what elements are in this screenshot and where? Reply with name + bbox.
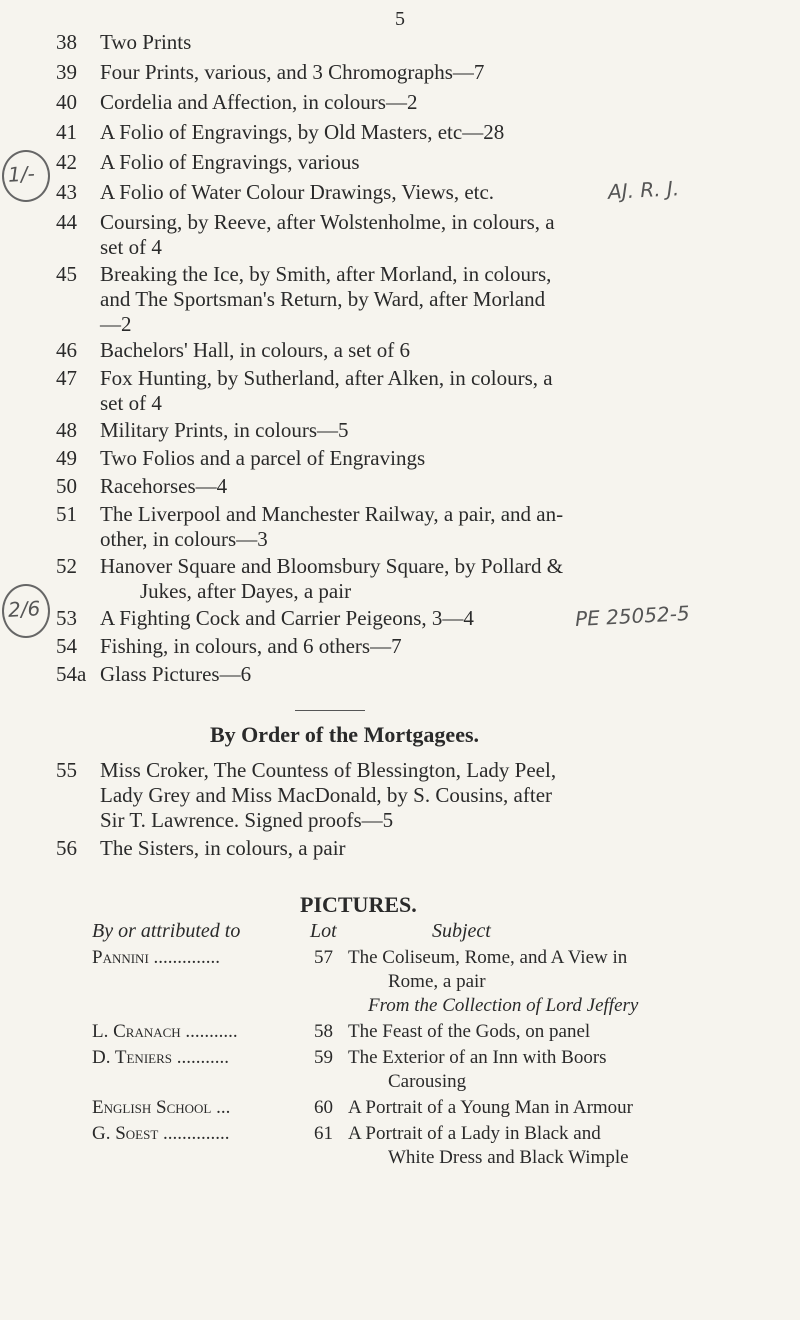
- lot-51: 51 The Liverpool and Manchester Railway, a pair, and an- other, in colours—3: [56, 502, 564, 551]
- lot-48: 48 Military Prints, in colours—5: [56, 418, 349, 442]
- price-mark-53: 2/6: [7, 596, 41, 622]
- lot-45: 45 Breaking the Ice, by Smith, after Morland, in colours, and The Sportsman's Return, by Ward, after Morland —2: [56, 262, 552, 336]
- lot-number: 60: [314, 1097, 333, 1118]
- column-header-lot: Lot: [310, 920, 337, 942]
- lot-47: 47 Fox Hunting, by Sutherland, after Alken, in colours, a set of 4: [56, 366, 553, 415]
- lot-53: 53 A Fighting Cock and Carrier Peigeons, 3—4: [56, 606, 474, 630]
- artist-name: D. Teniers ...........: [92, 1047, 229, 1068]
- lot-number: 61: [314, 1123, 333, 1144]
- artist-name: Pannini ..............: [92, 947, 221, 968]
- subject: The Exterior of an Inn with Boors Carousing: [348, 1047, 607, 1092]
- lot-49: 49 Two Folios and a parcel of Engravings: [56, 446, 426, 470]
- lot-54: 54 Fishing, in colours, and 6 others—7: [56, 634, 402, 658]
- subject: A Portrait of a Young Man in Armour: [348, 1097, 633, 1118]
- column-header-artist: By or attributed to: [92, 920, 241, 942]
- mortgagees-heading: By Order of the Mortgagees.: [210, 722, 480, 747]
- lot-42: 42 A Folio of Engravings, various: [56, 150, 360, 174]
- artist-name: L. Cranach ...........: [92, 1021, 238, 1042]
- buyer-annotation-53: PE 25052-5: [574, 601, 691, 631]
- lot-39: 39 Four Prints, various, and 3 Chromographs—7: [56, 60, 485, 84]
- lot-41: 41 A Folio of Engravings, by Old Masters, etc—28: [56, 120, 505, 144]
- lot-56: 56 The Sisters, in colours, a pair: [56, 836, 346, 860]
- page-number: 5: [395, 8, 405, 30]
- artist-name: English School ...: [92, 1097, 231, 1118]
- lot-43: 43 A Folio of Water Colour Drawings, Views, etc.: [56, 180, 495, 204]
- lot-54a: 54a Glass Pictures—6: [56, 662, 252, 686]
- price-mark-42: 1/-: [7, 161, 36, 187]
- lot-46: 46 Bachelors' Hall, in colours, a set of 6: [56, 338, 410, 362]
- lot-40: 40 Cordelia and Affection, in colours—2: [56, 90, 418, 114]
- lot-number: 57: [314, 947, 333, 968]
- lot-number: 58: [314, 1021, 333, 1042]
- subject: The Coliseum, Rome, and A View in Rome, a pair From the Collection of Lord Jeffery: [348, 947, 639, 1016]
- subject: The Feast of the Gods, on panel: [348, 1021, 591, 1042]
- lot-50: 50 Racehorses—4: [56, 474, 228, 498]
- artist-name: G. Soest ..............: [92, 1123, 230, 1144]
- lot-38: 38 Two Prints: [56, 30, 192, 54]
- subject: A Portrait of a Lady in Black and White Dress and Black Wimple: [348, 1123, 629, 1168]
- section-divider: [295, 710, 365, 711]
- column-header-subject: Subject: [432, 920, 491, 942]
- pictures-heading: PICTURES.: [300, 892, 417, 917]
- lot-52: 52 Hanover Square and Bloomsbury Square, by Pollard & Jukes, after Dayes, a pair: [56, 554, 564, 603]
- buyer-annotation-43: AJ. R. J.: [607, 176, 680, 204]
- lot-55: 55 Miss Croker, The Countess of Blessington, Lady Peel, Lady Grey and Miss MacDonald, by S. Cousins, after Sir T. Lawrence. Signed proofs—5: [56, 758, 557, 832]
- lot-number: 59: [314, 1047, 333, 1068]
- lot-44: 44 Coursing, by Reeve, after Wolstenholme, in colours, a set of 4: [56, 210, 555, 259]
